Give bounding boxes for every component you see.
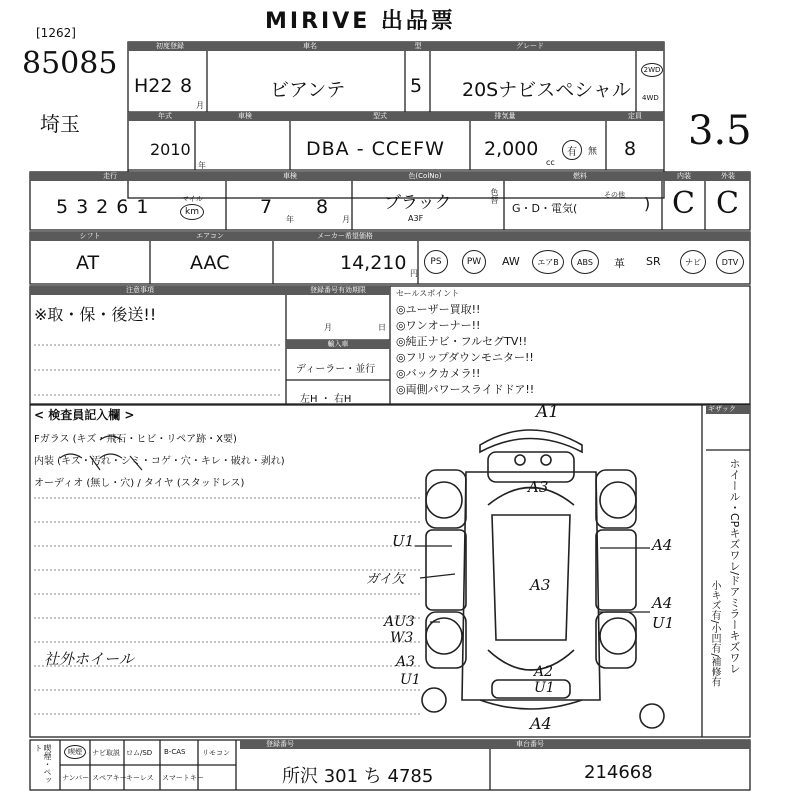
opt-bcas[interactable]: B-CAS <box>164 748 186 756</box>
sales-point: ◎ワンオーナー!! <box>396 319 481 332</box>
steering-side: 左H ・ 右H <box>300 394 352 405</box>
reg-era: H22 <box>134 75 173 97</box>
damage-mark: A4 <box>652 536 673 554</box>
hdr-sales-points: セールスポイント <box>396 289 460 298</box>
equip-navi[interactable]: ナビ <box>680 250 706 274</box>
model-code: DBA - CCEFW <box>306 138 445 160</box>
equip-pw[interactable]: PW <box>462 250 486 274</box>
note-gasket: ガイ欠 <box>366 572 405 587</box>
opt-smoking[interactable]: 喫煙 <box>64 745 86 759</box>
sales-point: ◎純正ナビ・フルセグTV!! <box>396 335 528 348</box>
hdr-color: 色(ColNo) <box>380 172 470 181</box>
hdr-registration-number: 登録番号 <box>250 740 310 749</box>
displacement: 2,000 <box>484 138 539 160</box>
tax-no-option[interactable]: 無 <box>588 147 598 157</box>
damage-mark: AU3 <box>384 614 415 630</box>
damage-mark: U1 <box>400 672 421 688</box>
opt-rom-sd[interactable]: ロム/SD <box>126 749 153 757</box>
equip-abs[interactable]: ABS <box>571 250 599 274</box>
mileage-unit-km[interactable]: km <box>180 204 204 220</box>
hdr-first-reg: 初度登録 <box>140 42 200 51</box>
fuel-close: ) <box>644 194 651 213</box>
color-change-label: 色替 <box>490 188 499 204</box>
opt-number[interactable]: ナンバー <box>62 774 90 782</box>
sales-points-list <box>396 302 534 398</box>
damage-mark: A2 <box>534 664 554 680</box>
lot-number: 85085 <box>22 46 118 81</box>
damage-mark: A1 <box>536 402 560 422</box>
reg-month: 8 <box>180 75 193 97</box>
inspection-interior: 内装 (キズ・汚れ・シミ・コゲ・穴・キレ・破れ・剥れ) <box>34 456 285 467</box>
damage-mark: W3 <box>390 630 414 646</box>
fuel-other-label: その他 <box>604 191 625 199</box>
hdr-capacity: 定員 <box>610 112 660 121</box>
inspection-month-label: 月 <box>342 215 350 224</box>
sales-point: ◎フリップダウンモニター!! <box>396 351 534 364</box>
car-name: ビアンテ <box>270 79 346 101</box>
inspection-year-label: 年 <box>286 215 294 224</box>
damage-mark: A3 <box>528 478 549 496</box>
hdr-aircon: エアコン <box>180 232 240 241</box>
import-car-label: 輸入車 <box>288 340 388 349</box>
drive-4wd-option[interactable]: 4WD <box>642 94 659 102</box>
equip-aw[interactable]: AW <box>502 255 520 268</box>
hdr-shift: シフト <box>60 232 120 241</box>
hdr-mileage: 走行 <box>80 172 140 181</box>
cc-unit: cc <box>546 158 555 167</box>
fuel-options: G・D・電気( <box>512 202 578 215</box>
evaluation-score: 3.5 <box>688 108 752 154</box>
sales-point: ◎両側パワースライドドア!! <box>396 383 535 396</box>
note-right-column: ホイール・CPキズワレ/ドアミラーキズワレ <box>728 458 741 675</box>
note-aftermarket-wheel: 社外ホイール <box>44 650 134 668</box>
exterior-grade: C <box>716 186 739 221</box>
capacity-value: 8 <box>624 138 637 160</box>
grade: 20Sナビスペシャル <box>462 79 631 101</box>
opt-spare-key[interactable]: スペアキー <box>92 774 127 782</box>
inspection-year: 7 <box>260 196 273 218</box>
hdr-price: メーカー希望価格 <box>290 232 400 241</box>
hdr-inspection: 車検 <box>260 172 320 181</box>
door-count: 5 <box>410 75 423 97</box>
aircon-value: AAC <box>190 252 230 274</box>
chassis-number: 214668 <box>584 762 653 783</box>
mileage-value: 53261 <box>56 196 157 218</box>
hdr-interior: 内装 <box>664 172 704 181</box>
tax-yes-option[interactable]: 有 <box>562 140 582 160</box>
hdr-shaken: 車検 <box>220 112 270 121</box>
expiry-month-label: 月 <box>324 323 332 332</box>
model-year: 2010 <box>150 140 191 159</box>
shift-value: AT <box>76 252 100 274</box>
expiry-day-label: 日 <box>378 323 386 332</box>
color-code: A3F <box>408 214 424 223</box>
equip-ps[interactable]: PS <box>424 250 448 274</box>
sales-point: ◎ユーザー買取!! <box>396 303 481 316</box>
damage-mark: U1 <box>652 614 675 632</box>
year-suffix: 年 <box>198 161 206 170</box>
hdr-katashiki: 型式 <box>350 112 410 121</box>
inspection-audio-tire: オーディオ (無し・穴) / タイヤ (スタッドレス) <box>34 478 245 489</box>
hdr-year: 年式 <box>140 112 190 121</box>
hdr-fuel: 燃料 <box>550 172 610 181</box>
notes-text: ※取・保・後送!! <box>34 305 157 324</box>
dealer-parallel: ディーラー・並行 <box>296 364 376 375</box>
hdr-reg-expiry: 登録番号有効期限 <box>288 286 388 295</box>
inspection-windshield: Fガラス (キズ・飛石・ヒビ・リペア跡・X要) <box>34 434 237 445</box>
mileage-unit-mile[interactable]: マイル <box>182 195 203 203</box>
damage-mark: A3 <box>530 576 551 594</box>
region: 埼玉 <box>40 112 80 136</box>
hdr-grade: グレード <box>500 42 560 51</box>
equip-dtv[interactable]: DTV <box>716 250 744 274</box>
hdr-notes: 注意事項 <box>80 286 200 295</box>
hdr-chassis-number: 車台番号 <box>500 740 560 749</box>
color-name: ブラック <box>384 193 452 213</box>
registration-number: 所沢 301 ち 4785 <box>282 766 434 787</box>
price-value: 14,210 <box>340 252 407 274</box>
damage-mark: U1 <box>392 532 415 550</box>
price-unit: 円 <box>410 269 418 278</box>
damage-mark: A4 <box>530 714 552 733</box>
lot-prefix: [1262] <box>36 26 76 40</box>
equip-leather[interactable]: 革 <box>614 257 625 270</box>
document-title: MIRIVE 出品票 <box>265 9 456 34</box>
opt-remote[interactable]: リモコン <box>202 749 230 757</box>
hdr-pattern: ギザック <box>708 405 736 413</box>
inspection-title: < 検査員記入欄 > <box>34 408 135 422</box>
hdr-exterior: 外装 <box>708 172 748 181</box>
sales-point: ◎バックカメラ!! <box>396 367 481 380</box>
damage-mark: A4 <box>652 594 673 612</box>
hdr-model: 型 <box>406 42 430 51</box>
smoking-pet-label: 喫煙・ペット <box>34 744 52 784</box>
opt-navi-manual[interactable]: ナビ取説 <box>92 749 120 757</box>
interior-grade: C <box>672 186 695 221</box>
reg-month-label: 月 <box>196 101 204 110</box>
opt-keyless[interactable]: キーレス <box>126 774 154 782</box>
equip-airbag[interactable]: エアB <box>532 250 564 274</box>
drive-2wd-option[interactable]: 2WD <box>641 63 663 77</box>
damage-mark: A3 <box>396 654 416 670</box>
opt-smart-key[interactable]: スマートキー <box>162 774 204 782</box>
damage-mark: U1 <box>534 680 555 696</box>
inspection-month: 8 <box>316 196 329 218</box>
equip-sr[interactable]: SR <box>646 255 661 268</box>
hdr-displacement: 排気量 <box>480 112 530 121</box>
hdr-car-name: 車名 <box>280 42 340 51</box>
note-right-sub: 小キズ有/小凹有/補修有 <box>709 580 720 687</box>
